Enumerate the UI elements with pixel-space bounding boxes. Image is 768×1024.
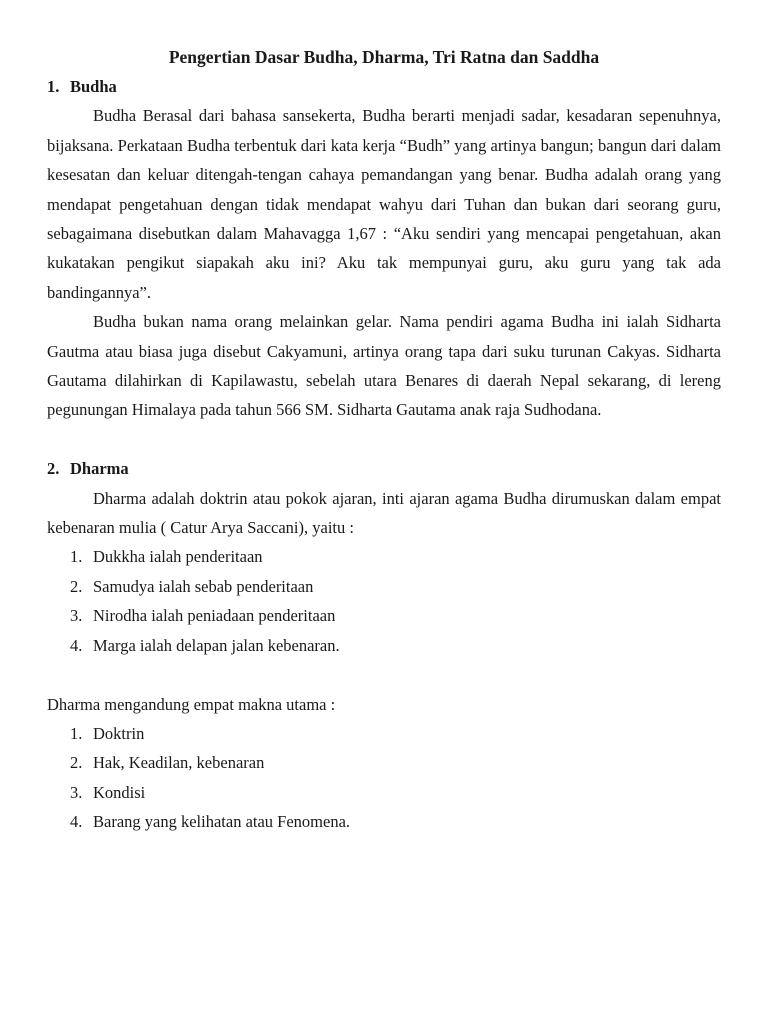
section-title: Budha (70, 77, 117, 96)
list-number: 2. (70, 576, 83, 596)
list-number: 4. (70, 812, 83, 832)
list-item (47, 542, 721, 571)
list-item (47, 807, 721, 836)
list-item (47, 778, 721, 807)
list-item (47, 719, 721, 748)
list-item (47, 601, 721, 630)
list-text: Doktrin (93, 723, 145, 743)
list-text: Kondisi (93, 782, 146, 802)
paragraph: Dharma adalah doktrin atau pokok ajaran, inti ajaran agama Budha dirumuskan dalam empat kebenaran mulia ( Catur Arya Saccani), yaitu : (47, 488, 721, 538)
list-text: Hak, Keadilan, kebenaran (93, 753, 265, 773)
list-item (47, 572, 721, 601)
list-text: Barang yang kelihatan atau Fenomena. (93, 812, 351, 832)
list-number: 3. (70, 782, 83, 802)
four-noble-truths-list (47, 542, 721, 660)
list-text: Nirodha ialah peniadaan penderitaan (93, 606, 336, 626)
dharma-meanings-list (47, 719, 721, 837)
list-text: Dukkha ialah penderitaan (93, 547, 263, 567)
list-text: Samudya ialah sebab penderitaan (93, 576, 314, 596)
list-number: 1. (70, 723, 83, 743)
document-title: Pengertian Dasar Budha, Dharma, Tri Ratna dan Saddha (168, 47, 600, 67)
list-item (47, 748, 721, 777)
list-intro: Dharma mengandung empat makna utama : (47, 694, 336, 714)
blank-line (47, 660, 721, 689)
section-title: Dharma (70, 459, 129, 479)
section-heading-budha (47, 72, 721, 101)
list-number: 2. (70, 753, 83, 773)
list-text: Marga ialah delapan jalan kebenaran. (93, 635, 340, 655)
document-page (47, 42, 721, 837)
section-number: 1. (47, 77, 60, 96)
list-number: 4. (70, 635, 83, 655)
paragraph: Budha Berasal dari bahasa sansekerta, Budha berarti menjadi sadar, kesadaran sepenuhnya, bijaksana. Perkataan Budha terbentuk dari kata kerja “Budh” yang artinya bangun; bangun dari dalam kesesatan dan keluar ditengah-tengan cahaya pemandangan yang benar. Budha adalah orang yang mendapat pengetahuan dengan tidak mendapat wahyu dari Tuhan dan bukan dari seorang guru, sebagaimana disebutkan dalam Mahavagga 1,67 : “Aku sendiri yang mencapai pengetahuan, akan kukatakan pengikut siapakah aku ini? Aku tak mempunyai guru, aku guru yang tak ada bandingannya”. (47, 106, 721, 302)
paragraph: Budha bukan nama orang melainkan gelar. Nama pendiri agama Budha ini ialah Sidharta Gautma atau biasa juga disebut Cakyamuni, artinya orang tapa dari suku turunan Cakyas. Sidharta Gautama dilahirkan di Kapilawastu, sebelah utara Benares di daerah Nepal sekarang, di lereng pegunungan Himalaya pada tahun 566 SM. Sidharta Gautama anak raja Sudhodana. (47, 312, 721, 420)
blank-line (47, 425, 721, 454)
list-item (47, 631, 721, 660)
list-number: 3. (70, 606, 83, 626)
section-heading-dharma (47, 454, 721, 483)
section-number: 2. (47, 459, 60, 479)
list-number: 1. (70, 547, 83, 567)
